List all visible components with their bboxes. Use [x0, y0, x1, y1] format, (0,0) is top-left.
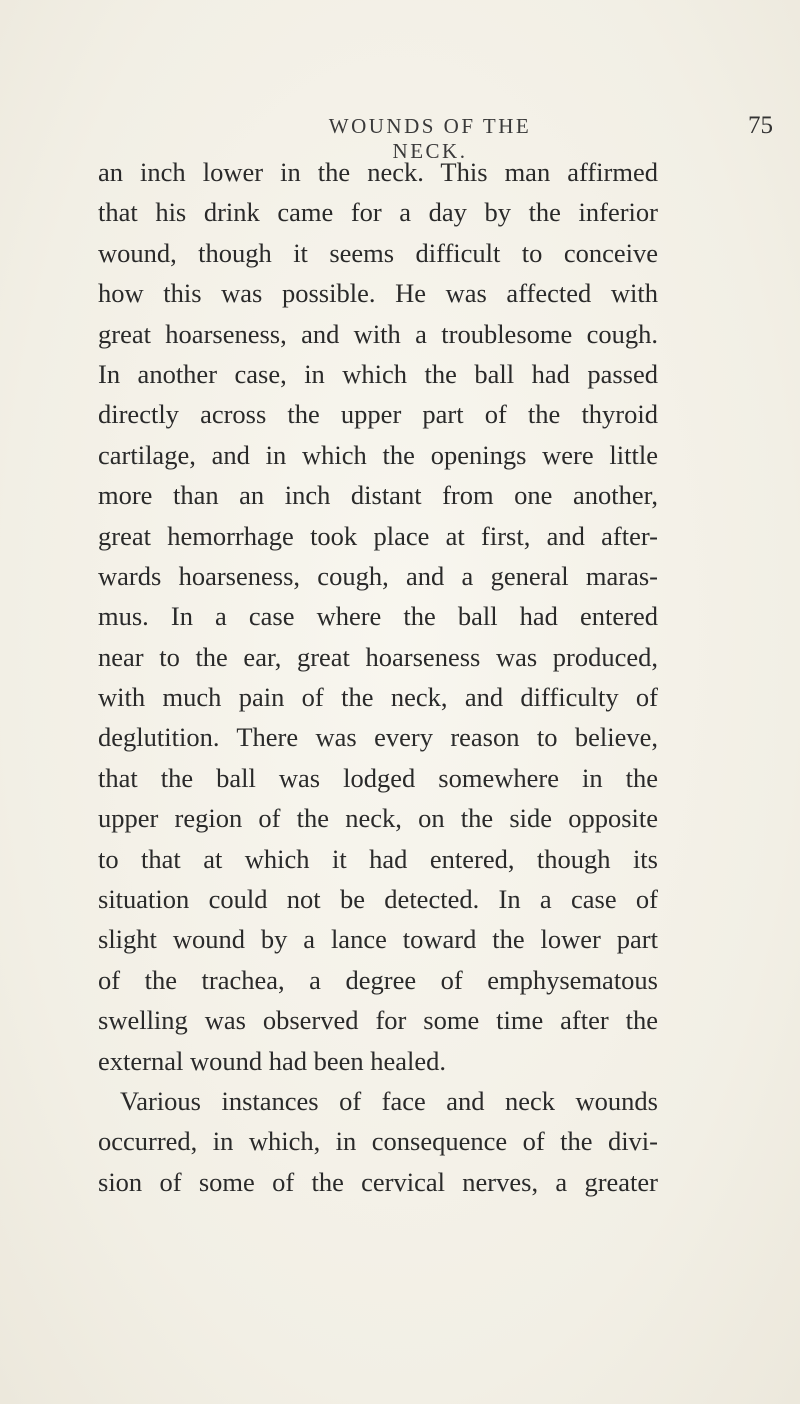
text-line: near to the ear, great hoarseness was produced, — [98, 641, 658, 672]
text-line: wards hoarseness, cough, and a general maras- — [98, 560, 658, 591]
text-line: to that at which it had entered, though its — [98, 843, 658, 874]
text-line: sion of some of the cervical nerves, a greater — [98, 1166, 658, 1197]
text-line: how this was possible. He was affected with — [98, 278, 658, 309]
text-line: of the trachea, a degree of emphysematous — [98, 964, 658, 995]
running-head — [0, 112, 800, 163]
text-line: slight wound by a lance toward the lower part — [98, 924, 658, 955]
paragraph-start-line: Various instances of face and neck wounds — [120, 1085, 658, 1116]
text-line: cartilage, and in which the openings were little — [98, 439, 658, 470]
text-line: directly across the upper part of the thyroid — [98, 399, 658, 430]
text-line: mus. In a case where the ball had entered — [98, 601, 658, 632]
text-line: swelling was observed for some time after the — [98, 1005, 658, 1036]
text-line: great hemorrhage took place at first, and after- — [98, 520, 658, 551]
running-title: WOUNDS OF THE NECK. — [328, 114, 532, 163]
text-line: deglutition. There was every reason to believe, — [98, 722, 658, 753]
text-line: situation could not be detected. In a case of — [98, 884, 658, 915]
text-line: upper region of the neck, on the side opposite — [98, 803, 658, 834]
text-line: that the ball was lodged somewhere in the — [98, 762, 658, 793]
text-line: wound, though it seems difficult to conceive — [98, 237, 658, 268]
text-line: that his drink came for a day by the inferior — [98, 197, 658, 228]
page-number: 75 — [748, 112, 773, 139]
text-line: more than an inch distant from one another, — [98, 480, 658, 511]
text-line: great hoarseness, and with a troublesome cough. — [98, 318, 658, 349]
text-line: occurred, in which, in consequence of the divi- — [98, 1126, 658, 1157]
text-line: with much pain of the neck, and difficulty of — [98, 682, 658, 713]
text-line: an inch lower in the neck. This man affirmed — [98, 157, 658, 187]
body-text — [98, 152, 658, 1202]
text-line: In another case, in which the ball had passed — [98, 358, 658, 389]
paragraph-end-line: external wound had been healed. — [98, 1045, 447, 1076]
